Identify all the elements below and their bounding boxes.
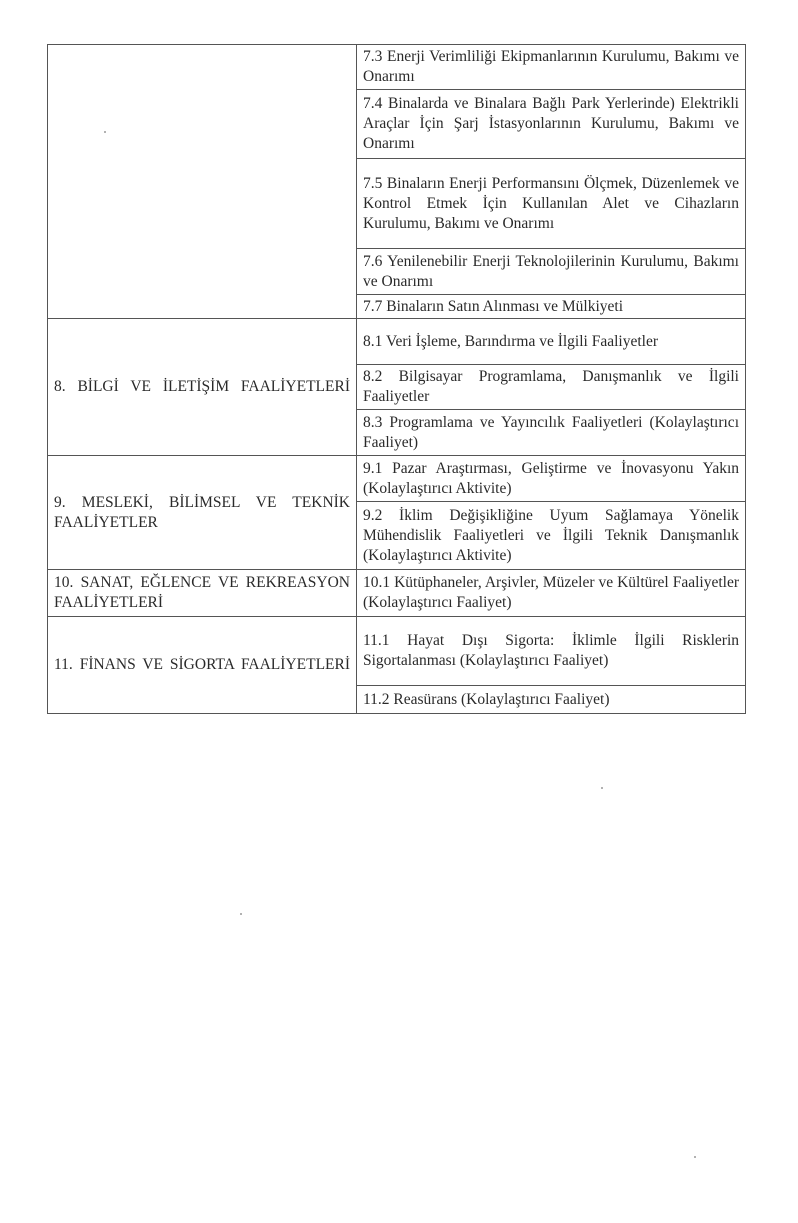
activity-item: 11.1 Hayat Dışı Sigorta: İklimle İlgili Risklerin Sigortalanması (Kolaylaştırıcı Faaliyet)	[357, 617, 746, 686]
scan-speck	[104, 131, 106, 133]
activity-item: 8.1 Veri İşleme, Barındırma ve İlgili Faaliyetler	[357, 319, 746, 365]
activity-item: 7.4 Binalarda ve Binalara Bağlı Park Yerlerinde) Elektrikli Araçlar İçin Şarj İstasyonlarının Kurulumu, Bakımı ve Onarımı	[357, 90, 746, 159]
activity-item: 7.7 Binaların Satın Alınması ve Mülkiyeti	[357, 295, 746, 319]
section-label-cell: 8. BİLGİ VE İLETİŞİM FAALİYETLERİ	[48, 319, 357, 456]
activities-table	[47, 44, 746, 714]
activity-item: 7.5 Binaların Enerji Performansını Ölçmek, Düzenlemek ve Kontrol Etmek İçin Kullanılan Alet ve Cihazların Kurulumu, Bakımı ve Onarımı	[357, 159, 746, 249]
section-label-cell: 9. MESLEKİ, BİLİMSEL VE TEKNİK FAALİYETLER	[48, 456, 357, 570]
activity-item: 9.1 Pazar Araştırması, Geliştirme ve İnovasyonu Yakın (Kolaylaştırıcı Aktivite)	[357, 456, 746, 502]
activity-item: 10.1 Kütüphaneler, Arşivler, Müzeler ve Kültürel Faaliyetler (Kolaylaştırıcı Faaliyet)	[357, 570, 746, 617]
activity-item: 8.2 Bilgisayar Programlama, Danışmanlık ve İlgili Faaliyetler	[357, 365, 746, 410]
activity-item: 9.2 İklim Değişikliğine Uyum Sağlamaya Yönelik Mühendislik Faaliyetleri ve İlgili Teknik Danışmanlık (Kolaylaştırıcı Aktivite)	[357, 502, 746, 570]
section-label-cell: 11. FİNANS VE SİGORTA FAALİYETLERİ	[48, 617, 357, 714]
activity-item: 11.2 Reasürans (Kolaylaştırıcı Faaliyet)	[357, 686, 746, 714]
activity-item: 8.3 Programlama ve Yayıncılık Faaliyetleri (Kolaylaştırıcı Faaliyet)	[357, 410, 746, 456]
scan-speck	[601, 787, 603, 789]
activity-item: 7.3 Enerji Verimliliği Ekipmanlarının Kurulumu, Bakımı ve Onarımı	[357, 45, 746, 90]
scan-speck	[694, 1156, 696, 1158]
table-row	[48, 456, 746, 502]
table-row	[48, 570, 746, 617]
activity-item: 7.6 Yenilenebilir Enerji Teknolojilerinin Kurulumu, Bakımı ve Onarımı	[357, 249, 746, 295]
section-label-cell: 10. SANAT, EĞLENCE VE REKREASYON FAALİYETLERİ	[48, 570, 357, 617]
table-row	[48, 617, 746, 686]
scan-speck	[240, 913, 242, 915]
table-row	[48, 319, 746, 365]
section-label-cell	[48, 45, 357, 319]
table-row	[48, 45, 746, 90]
